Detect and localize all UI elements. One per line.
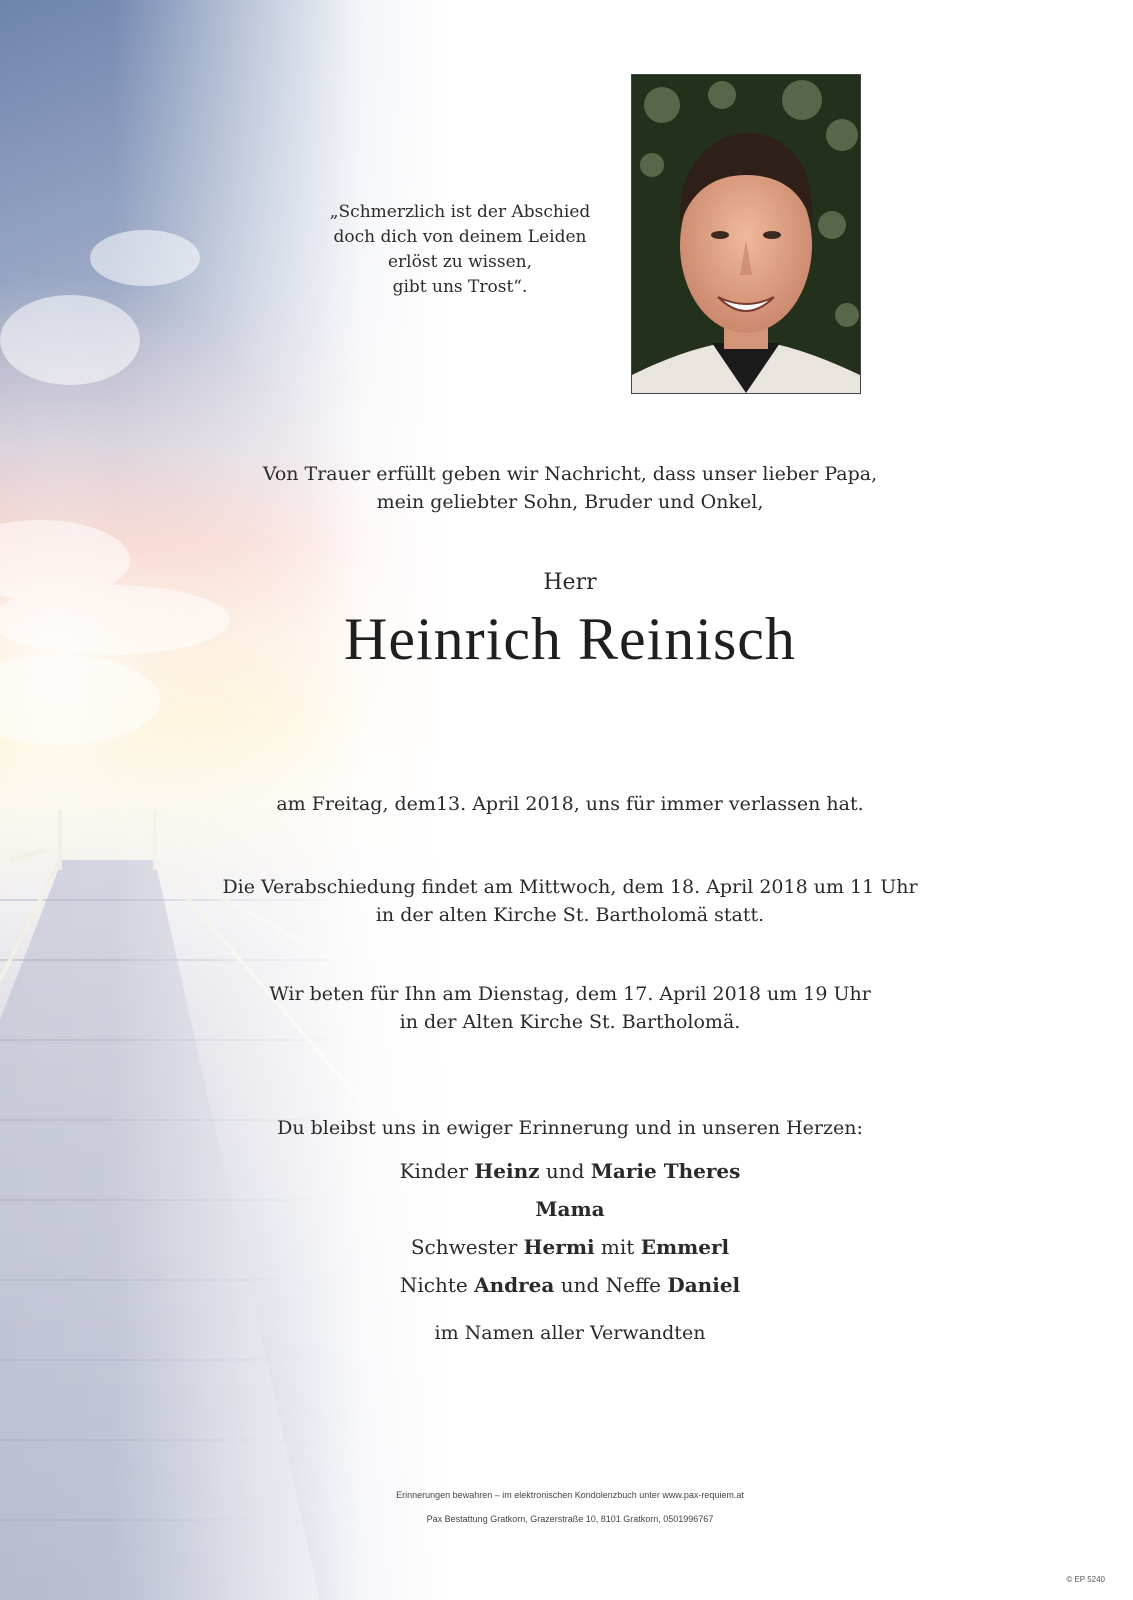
portrait-photo <box>631 74 861 394</box>
deceased-name: Heinrich Reinisch <box>344 606 796 672</box>
prayer-info <box>180 980 960 1036</box>
quote-line: gibt uns Trost“. <box>392 277 528 297</box>
death-notice: am Freitag, dem13. April 2018, uns für immer verlassen hat. <box>276 793 864 815</box>
intro-line-1: Von Trauer erfüllt geben wir Nachricht, dass unser lieber Papa, <box>262 463 878 485</box>
mourners-row: Kinder Heinz und Marie Theres <box>399 1159 741 1183</box>
intro-text <box>180 460 960 516</box>
footer-address: Pax Bestattung Gratkorn, Grazerstraße 10, 8101 Gratkorn, 0501996767 <box>426 1514 714 1524</box>
mourners-row: Schwester Hermi mit Emmerl <box>410 1235 730 1259</box>
quote-line: „Schmerzlich ist der Abschied <box>329 202 591 222</box>
document-code: © EP 5240 <box>1066 1575 1105 1584</box>
intro-line-2: mein geliebter Sohn, Bruder und Onkel, <box>376 491 764 513</box>
prayer-line-2: in der Alten Kirche St. Bartholomä. <box>399 1011 741 1033</box>
ceremony-line-1: Die Verabschiedung findet am Mittwoch, dem 18. April 2018 um 11 Uhr <box>222 876 918 898</box>
memory-text: Du bleibst uns in ewiger Erinnerung und in unseren Herzen: <box>277 1117 863 1139</box>
memorial-quote <box>300 200 620 300</box>
footer-condolence: Erinnerungen bewahren – im elektronischen Kondolenzbuch unter www.pax-requiem.at <box>396 1490 744 1500</box>
ceremony-info <box>180 873 960 929</box>
quote-line: doch dich von deinem Leiden <box>333 227 587 247</box>
mourners-list <box>280 1152 860 1304</box>
deceased-title: Herr <box>543 570 597 595</box>
mourners-row: Mama <box>535 1197 605 1221</box>
ceremony-line-2: in der alten Kirche St. Bartholomä statt. <box>375 904 765 926</box>
quote-line: erlöst zu wissen, <box>388 252 532 272</box>
prayer-line-1: Wir beten für Ihn am Dienstag, dem 17. April 2018 um 19 Uhr <box>269 983 871 1005</box>
mourners-row: Nichte Andrea und Neffe Daniel <box>399 1273 741 1297</box>
closing-text: im Namen aller Verwandten <box>434 1322 706 1344</box>
